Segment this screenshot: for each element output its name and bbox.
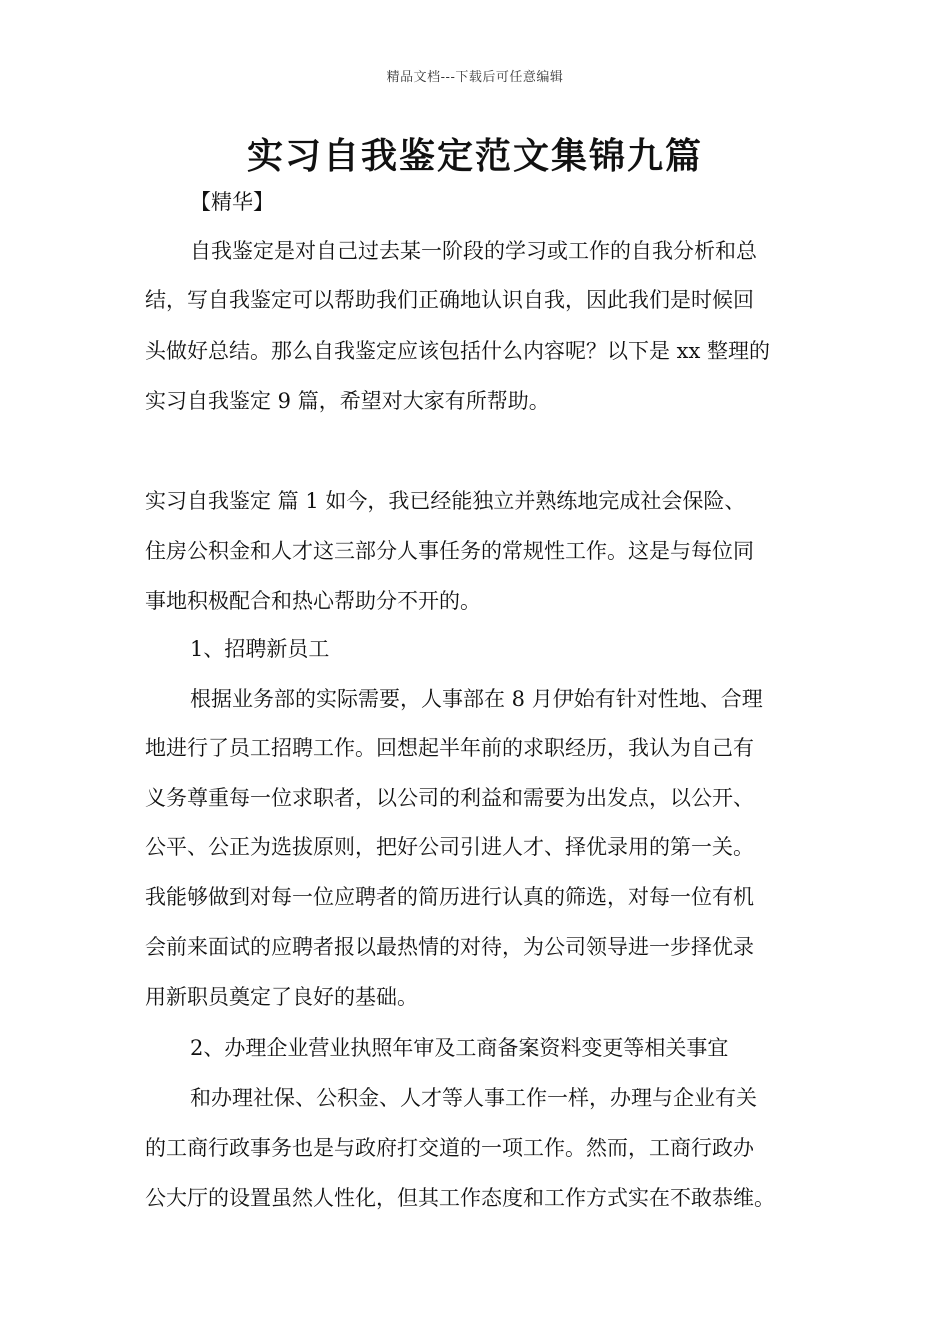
section1-line-2: 住房公积金和人才这三部分人事任务的常规性工作。这是与每位同 (145, 539, 754, 563)
item1-line-7: 用新职员奠定了良好的基础。 (145, 985, 418, 1009)
document-title: 实习自我鉴定范文集锦九篇 (246, 135, 703, 177)
item1-line-2: 地进行了员工招聘工作。回想起半年前的求职经历，我认为自己有 (145, 736, 754, 760)
item2-line-1: 和办理社保、公积金、人才等人事工作一样，办理与企业有关 (190, 1086, 757, 1110)
item1-line-6: 会前来面试的应聘者报以最热情的对待，为公司领导进一步择优录 (145, 935, 754, 959)
item1-line-4: 公平、公正为选拔原则，把好公司引进人才、择优录用的第一关。 (145, 835, 754, 859)
item1-line-5: 我能够做到对每一位应聘者的简历进行认真的筛选，对每一位有机 (145, 885, 754, 909)
item1-line-3: 义务尊重每一位求职者，以公司的利益和需要为出发点，以公开、 (145, 786, 754, 810)
intro-line-2: 结，写自我鉴定可以帮助我们正确地认识自我，因此我们是时候回 (145, 288, 754, 312)
tag-label: 【精华】 (190, 190, 274, 214)
section1-line-1: 实习自我鉴定 篇 1 如今，我已经能独立并熟练地完成社会保险、 (145, 489, 746, 513)
intro-line-1: 自我鉴定是对自己过去某一阶段的学习或工作的自我分析和总 (190, 239, 757, 263)
intro-line-4: 实习自我鉴定 9 篇，希望对大家有所帮助。 (145, 389, 550, 413)
item1-line-1: 根据业务部的实际需要，人事部在 8 月伊始有针对性地、合理 (190, 687, 763, 711)
item1-heading: 1、招聘新员工 (190, 637, 330, 661)
intro-line-3: 头做好总结。那么自我鉴定应该包括什么内容呢？以下是 xx 整理的 (145, 339, 771, 363)
header-note: 精品文档---下载后可任意编辑 (386, 70, 564, 85)
item2-line-2: 的工商行政事务也是与政府打交道的一项工作。然而，工商行政办 (145, 1136, 754, 1160)
item2-heading: 2、办理企业营业执照年审及工商备案资料变更等相关事宜 (190, 1036, 729, 1060)
section1-line-3: 事地积极配合和热心帮助分不开的。 (145, 589, 481, 613)
item2-line-3: 公大厅的设置虽然人性化，但其工作态度和工作方式实在不敢恭维。 (145, 1186, 775, 1210)
